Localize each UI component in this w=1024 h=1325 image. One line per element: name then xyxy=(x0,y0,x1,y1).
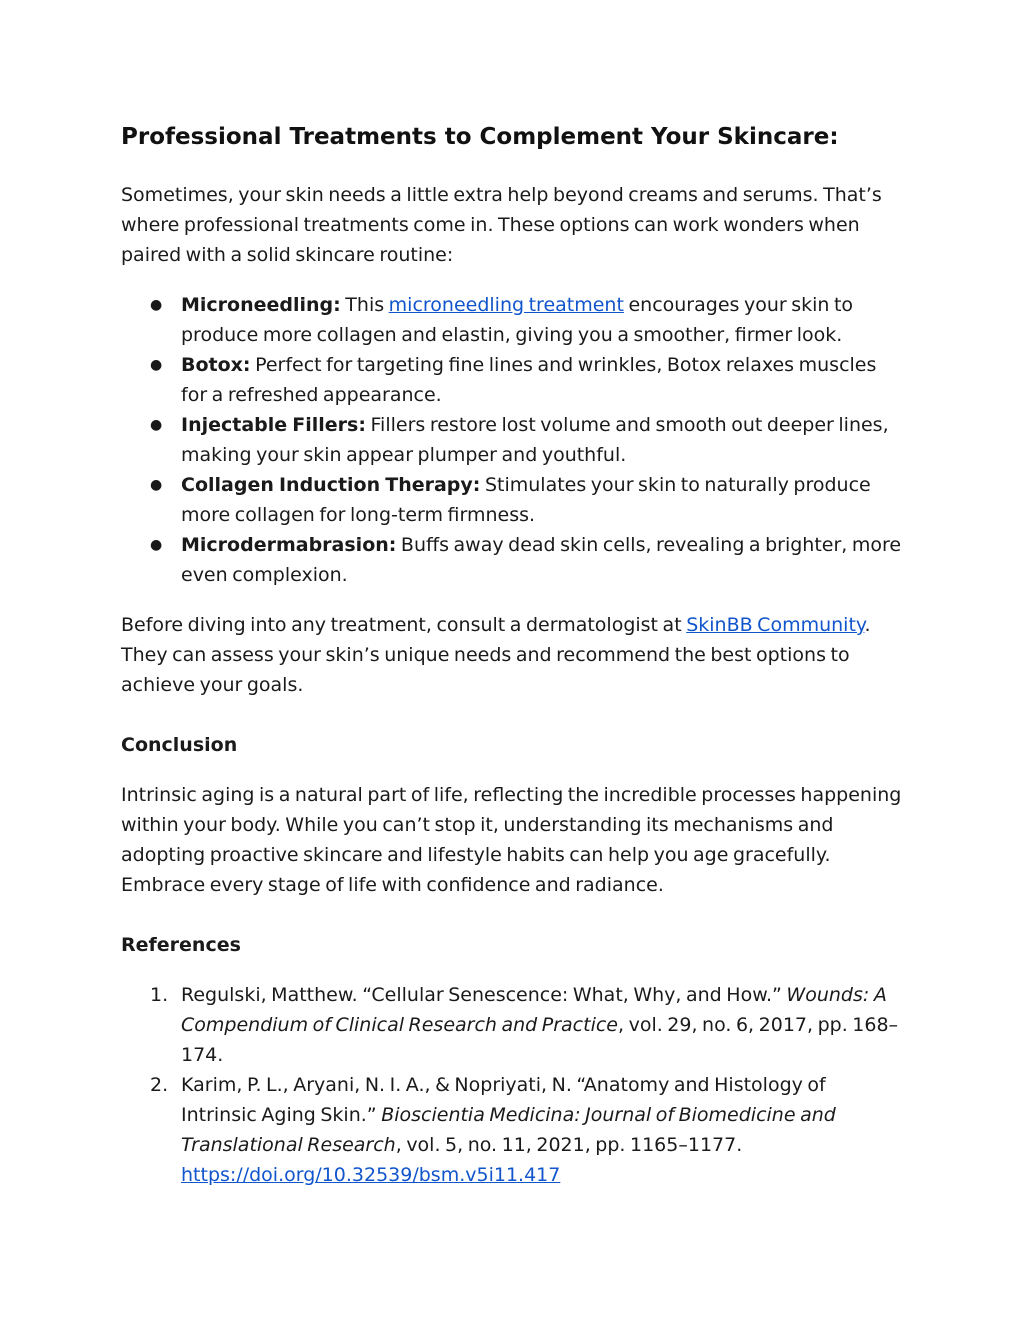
consult-text-post: . They can assess your skin’s unique needs and recommend the best options to achieve your goals. xyxy=(121,614,871,696)
bullet-icon: ● xyxy=(150,357,163,373)
reference-journal: Wounds: A Compendium of Clinical Research and Practice xyxy=(181,984,887,1036)
treatment-term: Microdermabrasion: xyxy=(181,534,397,556)
bullet-icon: ● xyxy=(150,417,163,433)
reference-details: , vol. 29, no. 6, 2017, pp. 168–174. xyxy=(181,1014,899,1066)
treatment-term: Collagen Induction Therapy: xyxy=(181,474,481,496)
reference-item xyxy=(121,1070,906,1190)
list-item-microneedling xyxy=(121,290,906,350)
treatment-term: Injectable Fillers: xyxy=(181,414,366,436)
references-heading: References xyxy=(121,934,241,956)
treatment-text: Fillers restore lost volume and smooth out deeper lines, making your skin appear plumper and youthful. xyxy=(181,414,889,466)
treatment-text: encourages your skin to produce more collagen and elastin, giving you a smoother, firmer look. xyxy=(181,294,854,346)
intro-paragraph: Sometimes, your skin needs a little extra help beyond creams and serums. That’s where professional treatments come in. These options can work wonders when paired with a solid skincare routine: xyxy=(121,184,882,266)
page-title: Professional Treatments to Complement Your Skincare: xyxy=(121,124,839,150)
consult-paragraph xyxy=(121,610,906,700)
treatment-term: Microneedling: xyxy=(181,294,341,316)
reference-number: 1. xyxy=(150,984,169,1006)
skinbb-community-link[interactable]: SkinBB Community xyxy=(686,614,865,636)
bullet-icon: ● xyxy=(150,537,163,553)
doi-link[interactable]: https://doi.org/10.32539/bsm.v5i11.417 xyxy=(181,1164,561,1186)
list-item-botox xyxy=(121,350,906,410)
bullet-icon: ● xyxy=(150,477,163,493)
conclusion-heading: Conclusion xyxy=(121,734,238,756)
list-item-microdermabrasion xyxy=(121,530,906,590)
reference-details: , vol. 5, no. 11, 2021, pp. 1165–1177. xyxy=(395,1134,743,1156)
document-page xyxy=(121,118,906,1190)
reference-journal: Bioscientia Medicina: Journal of Biomedicine and Translational Research xyxy=(181,1104,836,1156)
treatment-text: Buffs away dead skin cells, revealing a brighter, more even complexion. xyxy=(181,534,902,586)
treatment-text: Stimulates your skin to naturally produce more collagen for long-term firmness. xyxy=(181,474,871,526)
consult-text-pre: Before diving into any treatment, consult a dermatologist at xyxy=(121,614,687,636)
treatment-text: Perfect for targeting fine lines and wrinkles, Botox relaxes muscles for a refreshed appearance. xyxy=(181,354,877,406)
reference-number: 2. xyxy=(150,1074,169,1096)
bullet-icon: ● xyxy=(150,297,163,313)
references-list xyxy=(121,980,906,1190)
treatment-text-pre: This xyxy=(340,294,389,316)
microneedling-treatment-link[interactable]: microneedling treatment xyxy=(388,294,624,316)
treatments-list xyxy=(121,290,906,590)
reference-item xyxy=(121,980,906,1070)
treatment-term: Botox: xyxy=(181,354,251,376)
list-item-injectable-fillers xyxy=(121,410,906,470)
reference-text: Karim, P. L., Aryani, N. I. A., & Nopriyati, N. “Anatomy and Histology of Intrinsic Aging Skin.” xyxy=(181,1074,826,1126)
list-item-collagen-induction xyxy=(121,470,906,530)
conclusion-paragraph: Intrinsic aging is a natural part of life, reflecting the incredible processes happening within your body. While you can’t stop it, understanding its mechanisms and adopting proactive skincare and lifestyle habits can help you age gracefully. Embrace every stage of life with confidence and radiance. xyxy=(121,784,902,896)
reference-text: Regulski, Matthew. “Cellular Senescence: What, Why, and How.” xyxy=(181,984,787,1006)
